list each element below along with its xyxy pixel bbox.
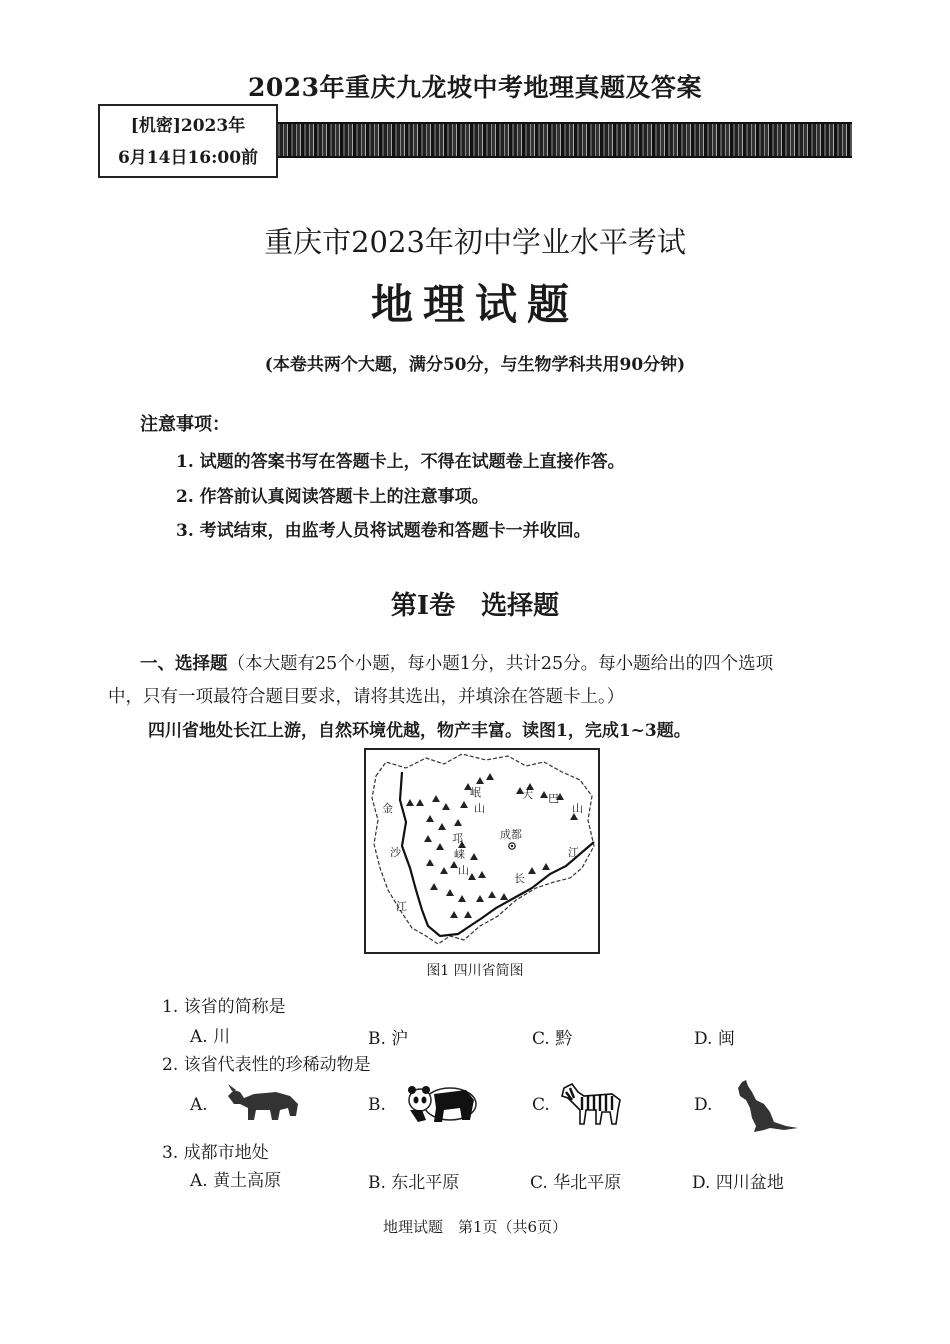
part-title: 第I卷 选择题 [390, 591, 560, 621]
option: C. [532, 1095, 550, 1115]
sichuan-map-svg [366, 750, 598, 952]
note-item: 2. 作答前认真阅读答题卡上的注意事项。 [176, 487, 489, 507]
exam-info: (本卷共两个大题，满分50分，与生物学科共用90分钟) [264, 355, 686, 375]
option: B. [368, 1095, 386, 1115]
map-label: 邛 [452, 832, 463, 845]
section-intro-rest: （本大题有25个小题，每小题1分，共计25分。每小题给出的四个选项 [227, 654, 774, 674]
exam-name: 重庆市2023年初中学业水平考试 [264, 225, 686, 259]
section-label: 一、选择题 [140, 654, 228, 674]
page-footer: 地理试题 第1页（共6页） [382, 1218, 568, 1236]
question-stem: 2. 该省代表性的珍稀动物是 [162, 1055, 371, 1075]
note-item: 3. 考试结束，由监考人员将试题卷和答题卡一并收回。 [176, 521, 591, 541]
map-label: 山 [474, 802, 485, 815]
option: C. 华北平原 [530, 1173, 622, 1193]
map-label: 沙 [390, 846, 401, 859]
kangaroo-icon [734, 1078, 800, 1134]
map-label-chengdu: 成都 [500, 828, 522, 841]
option: A. 川 [190, 1027, 231, 1047]
option: B. 沪 [368, 1029, 409, 1049]
panda-icon [404, 1080, 482, 1126]
zebra-icon [558, 1080, 628, 1126]
map-label: 江 [396, 900, 407, 913]
question-context: 四川省地处长江上游，自然环境优越，物产丰富。读图1，完成1~3题。 [148, 721, 691, 741]
confidential-stamp [98, 104, 278, 178]
confidential-line-2: 6月14日16:00前 [117, 148, 259, 168]
notes-heading: 注意事项： [140, 414, 230, 435]
map-caption: 图1 四川省简图 [426, 963, 524, 979]
map-label: 巴 [548, 792, 559, 805]
question-stem: 1. 该省的简称是 [162, 997, 286, 1017]
rhino-icon [224, 1082, 304, 1124]
map-label: 崃 [454, 848, 465, 861]
option: D. 四川盆地 [692, 1173, 784, 1193]
option: C. 黔 [532, 1029, 573, 1049]
scan-noise-band [278, 122, 852, 158]
option: A. [190, 1095, 208, 1115]
map-label: 长 [514, 872, 525, 885]
option: D. 闽 [694, 1029, 735, 1049]
map-label: 金 [382, 802, 393, 815]
document-title: 2023年重庆九龙坡中考地理真题及答案 [247, 73, 703, 102]
question-stem: 3. 成都市地处 [162, 1143, 269, 1163]
option: A. 黄土高原 [190, 1171, 282, 1191]
map-label: 山 [458, 864, 469, 877]
sichuan-map [364, 748, 600, 954]
section-intro-line-2: 中，只有一项最符合题目要求，请将其选出，并填涂在答题卡上。） [108, 687, 625, 707]
option: D. [694, 1095, 713, 1115]
confidential-line-1: [机密]2023年 [130, 116, 246, 136]
map-label: 江 [568, 846, 579, 859]
subject-title: 地理试题 [370, 280, 579, 329]
section-intro [140, 650, 773, 675]
map-label: 岷 [470, 786, 481, 799]
note-item: 1. 试题的答案书写在答题卡上，不得在试题卷上直接作答。 [176, 452, 625, 472]
map-label: 大 [522, 788, 533, 801]
map-label: 山 [572, 802, 583, 815]
option: B. 东北平原 [368, 1173, 460, 1193]
